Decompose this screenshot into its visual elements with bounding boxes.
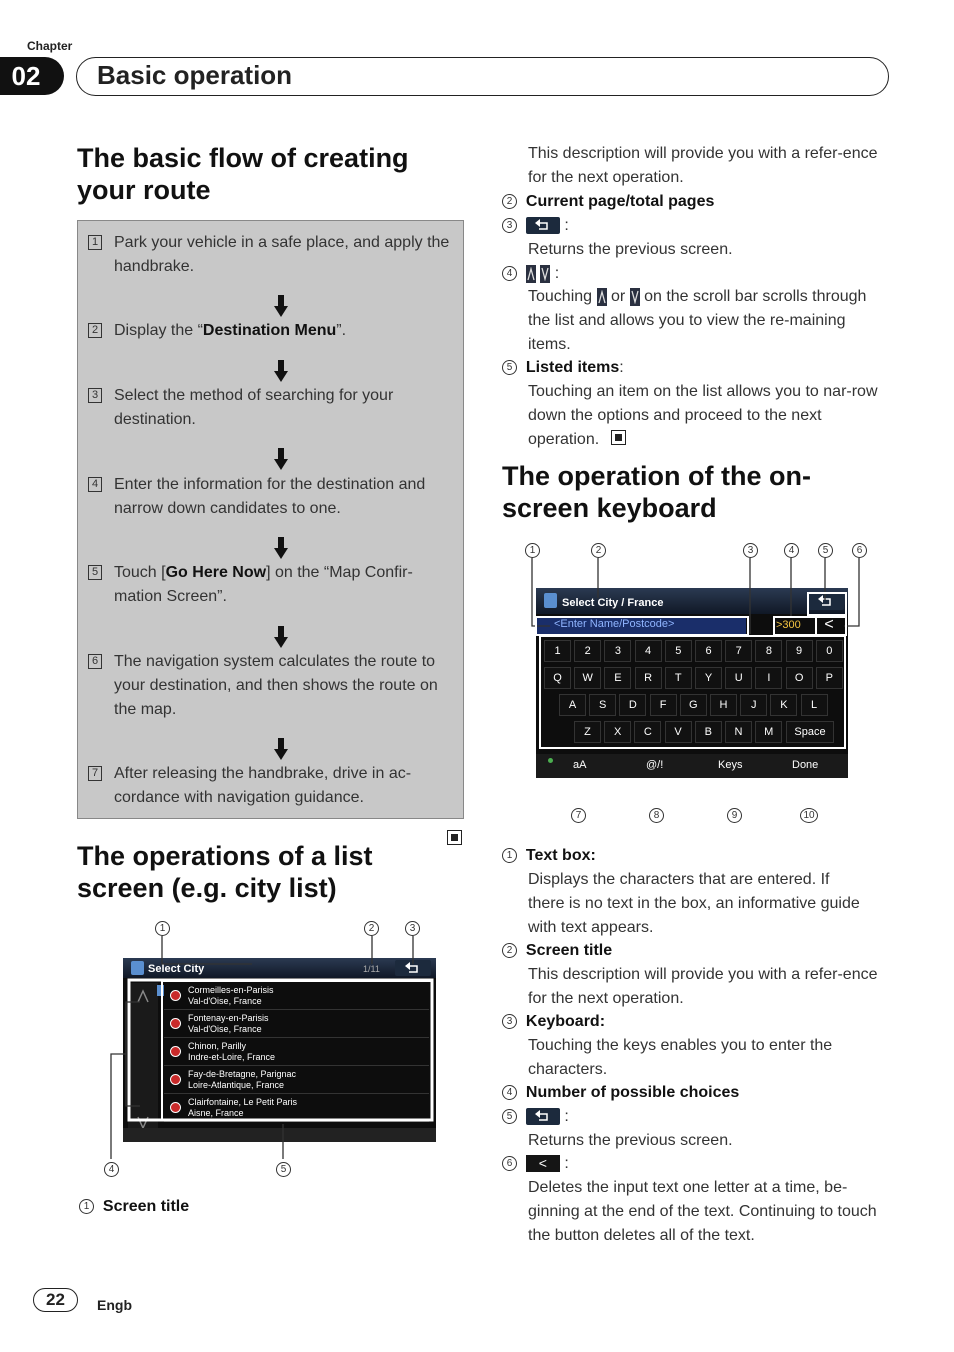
list-item-line1: Fay-de-Bretagne, Parignac [188, 1069, 297, 1079]
key-e[interactable]: E [604, 667, 631, 689]
key-c[interactable]: C [634, 721, 661, 743]
callout-number: 8 [649, 808, 664, 823]
case-toggle-button[interactable]: aA [573, 759, 587, 771]
key-k[interactable]: K [770, 694, 797, 716]
step-text: Display the “ [114, 322, 203, 339]
kb-item-5: 5 : [502, 1105, 569, 1129]
callout-number: 9 [727, 808, 742, 823]
step-number: 3 [88, 388, 102, 403]
key-j[interactable]: J [740, 694, 767, 716]
flow-step-2 [88, 319, 458, 343]
step-number: 4 [88, 477, 102, 492]
list-item-line1: Cormeilles-en-Parisis [188, 985, 274, 995]
key-g[interactable]: G [680, 694, 707, 716]
key-a[interactable]: A [559, 694, 586, 716]
key-0[interactable]: 0 [816, 640, 843, 662]
flow-step-7 [88, 762, 458, 810]
flow-box [77, 220, 464, 819]
step-text: The navigation system calculates the route to your destination, and then shows the route on the map. [114, 653, 438, 718]
down-arrow-icon [274, 626, 288, 648]
key-i[interactable]: I [755, 667, 782, 689]
key-s[interactable]: S [589, 694, 616, 716]
flow-step-1 [88, 231, 458, 279]
list-item-3: 3 : [502, 214, 569, 238]
screen-title-desc: This description will provide you with a refer-ence for the next operation. [528, 145, 878, 186]
list-item-line2: Loire-Atlantique, France [188, 1080, 285, 1090]
scroll-down-icon [630, 288, 640, 306]
item-label: Screen title [102, 1198, 190, 1215]
choices-count: >300 [776, 619, 801, 631]
key-3[interactable]: 3 [604, 640, 631, 662]
down-arrow-icon [274, 738, 288, 760]
done-button[interactable]: Done [792, 759, 819, 771]
step-number: 7 [88, 766, 102, 781]
step-number: 2 [88, 323, 102, 338]
key-7[interactable]: 7 [725, 640, 752, 662]
key-2[interactable]: 2 [574, 640, 601, 662]
callout-number: 3 [743, 543, 758, 558]
flow-step-3 [88, 384, 458, 432]
desc-text: Touching [528, 288, 593, 305]
page-number: 22 [33, 1288, 78, 1312]
chapter-number: 02 [0, 57, 64, 95]
kb-item-5-desc: Returns the previous screen. [528, 1132, 733, 1149]
callout-number: 6 [502, 1156, 517, 1171]
key-y[interactable]: Y [695, 667, 722, 689]
keyboard-screen-title: Select City / France [562, 597, 664, 609]
keyboard-callout-lines [520, 556, 870, 806]
callout-lines [100, 934, 440, 1164]
step-text: Touch [ [114, 564, 166, 581]
kb-item-6: 6 < : [502, 1152, 569, 1176]
kb-item-6-desc: Deletes the input text one letter at a time, be-ginning at the end of the text. Continuing to touch the button deletes all of the text. [528, 1179, 877, 1244]
end-mark-icon [611, 430, 626, 445]
step-bold-text: Destination Menu [202, 322, 337, 339]
desc-text: or [610, 288, 626, 305]
key-o[interactable]: O [786, 667, 813, 689]
callout-number: 1 [79, 1199, 94, 1214]
text-box-placeholder: <Enter Name/Postcode> [554, 618, 675, 630]
page-indicator: 1/11 [363, 964, 380, 974]
list-item-line2: Indre-et-Loire, France [188, 1052, 276, 1062]
key-w[interactable]: W [574, 667, 601, 689]
callout-number: 2 [364, 921, 379, 936]
desc-text: on the scroll bar scrolls through the list and allows you to view the re-maining items. [528, 288, 867, 353]
callout-number: 3 [502, 218, 517, 233]
key-z[interactable]: Z [574, 721, 601, 743]
callout-number: 7 [571, 808, 586, 823]
callout-number: 4 [502, 266, 517, 281]
callout-number: 2 [502, 194, 517, 209]
callout-number: 1 [525, 543, 540, 558]
item-label: Screen title [525, 942, 613, 959]
list-item-2 [502, 190, 714, 214]
language-code: Engb [97, 1297, 132, 1313]
scroll-down-icon [540, 265, 550, 283]
step-number: 6 [88, 654, 102, 669]
step-text: ] on the “Map Confir-mation Screen”. [114, 564, 413, 605]
item-label: Keyboard: [525, 1013, 606, 1030]
scroll-up-icon [597, 288, 607, 306]
key-x[interactable]: X [604, 721, 631, 743]
list-item-5: 5 Listed items: [502, 356, 624, 380]
callout-number: 2 [502, 943, 517, 958]
kb-item-3 [502, 1010, 605, 1034]
item-label: Listed items [525, 359, 620, 376]
list-item-line2: Val-d'Oise, France [188, 1024, 262, 1034]
key-p[interactable]: P [816, 667, 843, 689]
flow-heading: The basic flow of creating your route [77, 143, 409, 205]
kb-item-4 [502, 1081, 739, 1105]
callout-number: 10 [800, 808, 818, 823]
delete-button-icon: < [526, 1155, 560, 1172]
step-number: 5 [88, 565, 102, 580]
item-label: Current page/total pages [525, 193, 715, 210]
callout-number: 4 [502, 1085, 517, 1100]
list-heading: The operations of a list screen (e.g. city list) [77, 841, 373, 903]
kb-item-2-desc: This description will provide you with a refer-ence for the next operation. [528, 966, 878, 1007]
callout-number: 5 [502, 1109, 517, 1124]
kb-item-1-desc: Displays the characters that are entered. If there is no text in the box, an informative guide with text appears. [528, 871, 860, 936]
key-5[interactable]: 5 [665, 640, 692, 662]
callout-number: 4 [784, 543, 799, 558]
key-space[interactable]: Space [786, 721, 834, 743]
key-v[interactable]: V [665, 721, 692, 743]
step-bold-text: Go Here Now [165, 564, 267, 581]
key-l[interactable]: L [801, 694, 828, 716]
list-screen-title: Select City [148, 963, 205, 975]
item4-desc [528, 285, 888, 357]
item-label: Text box: [525, 847, 596, 864]
keys-button[interactable]: Keys [718, 759, 743, 771]
key-1[interactable]: 1 [544, 640, 571, 662]
key-q[interactable]: Q [544, 667, 571, 689]
key-f[interactable]: F [650, 694, 677, 716]
item-label: Number of possible choices [525, 1084, 740, 1101]
down-arrow-icon [274, 360, 288, 382]
key-m[interactable]: M [755, 721, 782, 743]
key-4[interactable]: 4 [635, 640, 662, 662]
key-6[interactable]: 6 [695, 640, 722, 662]
down-arrow-icon [274, 537, 288, 559]
item5-desc: Touching an item on the list allows you to nar-row down the options and proceed to the next operation. [528, 383, 878, 448]
keyboard-heading: The operation of the on-screen keyboard [502, 461, 811, 523]
key-n[interactable]: N [725, 721, 752, 743]
key-9[interactable]: 9 [786, 640, 813, 662]
down-arrow-icon [274, 448, 288, 470]
list-item-line2: Val-d'Oise, France [188, 996, 262, 1006]
callout-number: 5 [276, 1162, 291, 1177]
list-item-4: 4 : [502, 262, 559, 286]
list-item-1 [79, 1195, 189, 1219]
list-item-line1: Fontenay-en-Parisis [188, 1013, 269, 1023]
list-item-line1: Chinon, Parilly [188, 1041, 247, 1051]
back-button-icon [526, 1108, 560, 1125]
callout-number: 3 [405, 921, 420, 936]
key-h[interactable]: H [710, 694, 737, 716]
callout-number: 2 [591, 543, 606, 558]
callout-number: 1 [155, 921, 170, 936]
down-arrow-icon [274, 295, 288, 317]
callout-number: 1 [502, 848, 517, 863]
list-item-line2: Aisne, France [188, 1108, 244, 1118]
callout-number: 3 [502, 1014, 517, 1029]
key-r[interactable]: R [635, 667, 662, 689]
key-b[interactable]: B [695, 721, 722, 743]
kb-item-1 [502, 844, 596, 868]
item3-desc: Returns the previous screen. [528, 241, 733, 258]
delete-button[interactable]: < [824, 616, 834, 633]
step-text: Select the method of searching for your destination. [114, 387, 394, 428]
step-text: ”. [336, 322, 347, 339]
callout-number: 4 [104, 1162, 119, 1177]
kb-item-3-desc: Touching the keys enables you to enter the characters. [528, 1037, 833, 1078]
chapter-label: Chapter [27, 39, 73, 53]
key-t[interactable]: T [665, 667, 692, 689]
key-u[interactable]: U [725, 667, 752, 689]
step-text: Park your vehicle in a safe place, and apply the handbrake. [114, 234, 450, 275]
symbols-button[interactable]: @/! [646, 759, 664, 771]
callout-number: 5 [818, 543, 833, 558]
step-text: After releasing the handbrake, drive in ac-cordance with navigation guidance. [114, 765, 412, 806]
list-item-line1: Clairfontaine, Le Petit Paris [188, 1097, 298, 1107]
flow-step-4 [88, 473, 458, 521]
step-number: 1 [88, 235, 102, 250]
callout-number: 6 [852, 543, 867, 558]
back-button-icon [526, 217, 560, 234]
section-title: Basic operation [97, 60, 293, 90]
kb-item-2 [502, 939, 612, 963]
flow-step-6 [88, 650, 458, 722]
step-text: Enter the information for the destination and narrow down candidates to one. [114, 476, 426, 517]
callout-number: 5 [502, 360, 517, 375]
scroll-up-icon [526, 265, 536, 283]
flow-step-5 [88, 561, 458, 609]
key-8[interactable]: 8 [755, 640, 782, 662]
key-d[interactable]: D [619, 694, 646, 716]
